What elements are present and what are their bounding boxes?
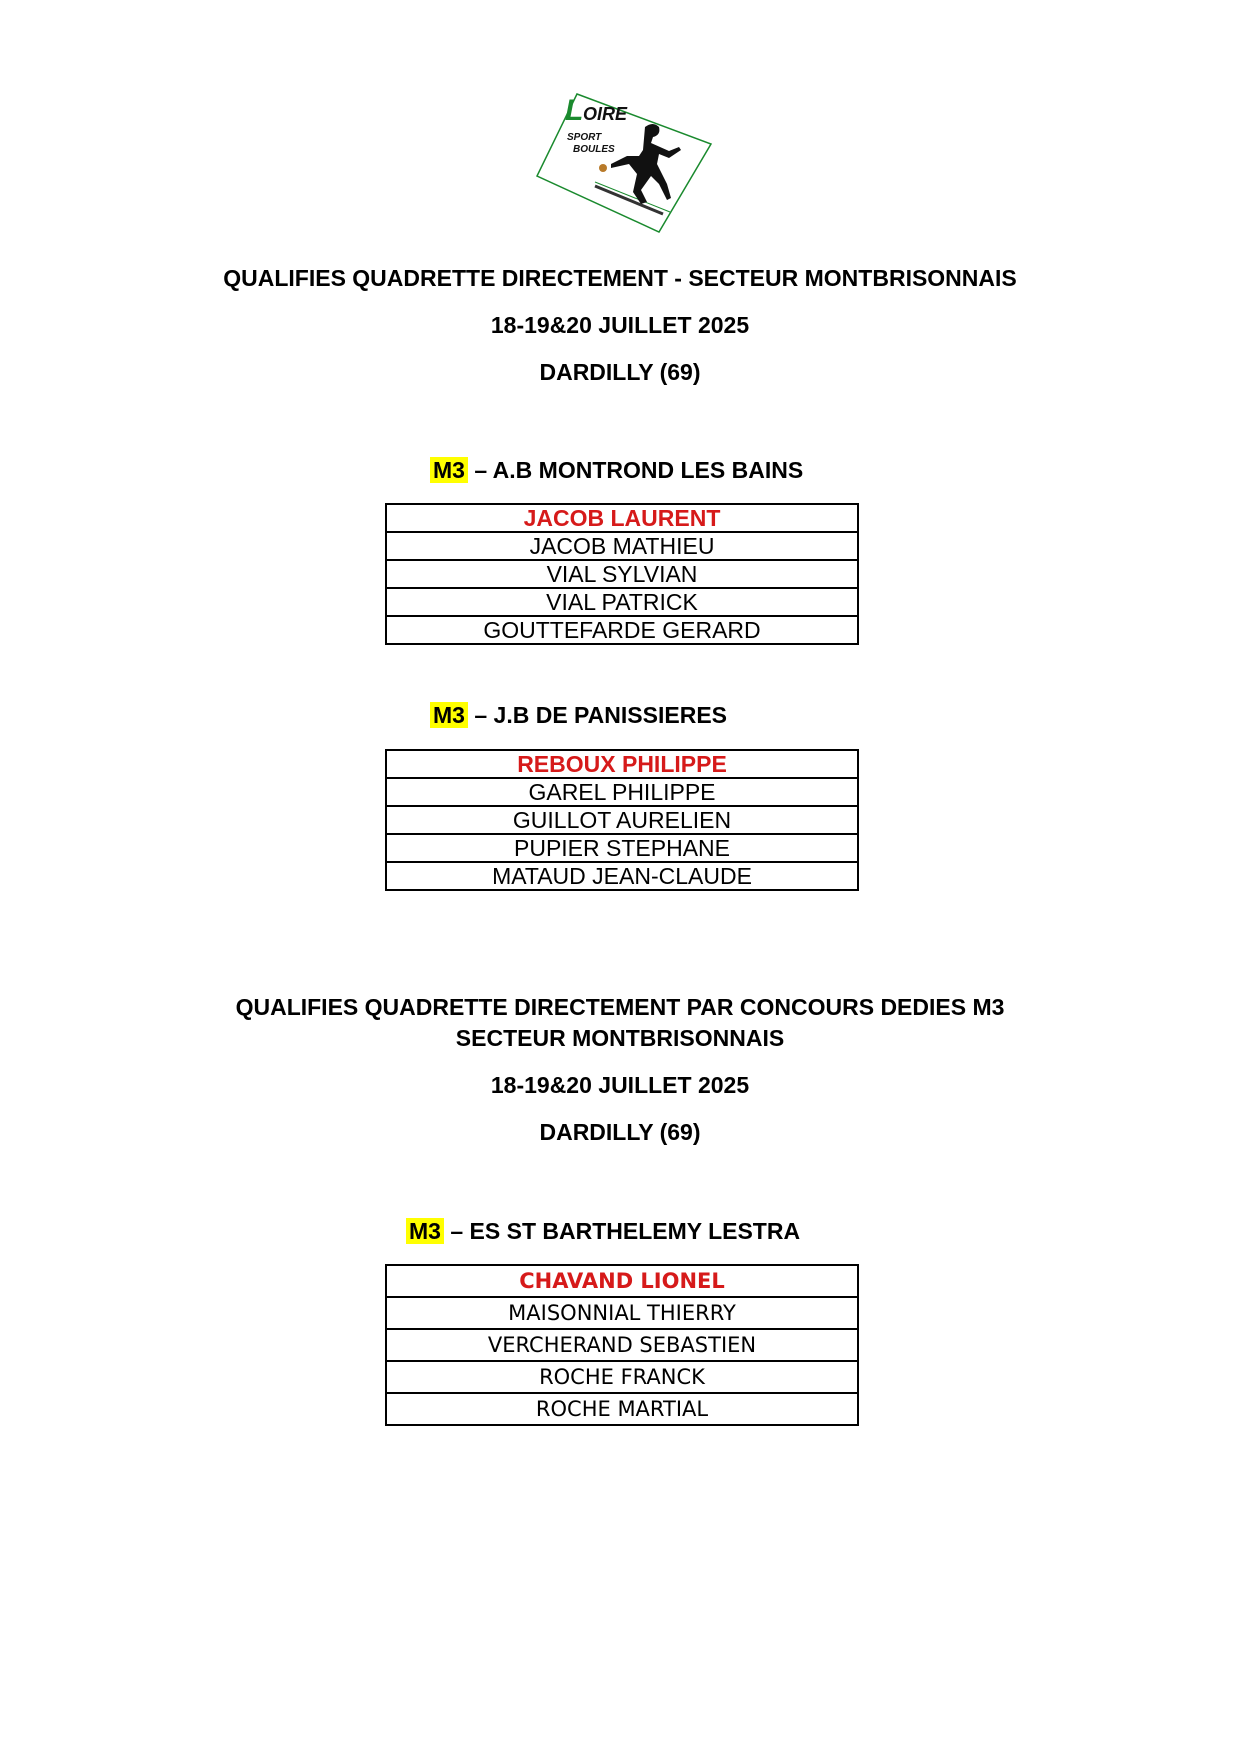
section2-title-line2: SECTEUR MONTBRISONNAIS xyxy=(455,1025,785,1051)
player-cell: ROCHE FRANCK xyxy=(386,1361,858,1393)
team3-heading xyxy=(406,1216,800,1246)
player-cell: VIAL PATRICK xyxy=(386,588,858,616)
level-badge: M3 xyxy=(430,457,468,483)
player-cell: MAISONNIAL THIERRY xyxy=(386,1297,858,1329)
level-badge: M3 xyxy=(430,702,468,728)
player-cell: MATAUD JEAN-CLAUDE xyxy=(386,862,858,890)
team1-heading xyxy=(430,455,803,485)
team3-table xyxy=(385,1264,859,1426)
player-cell: GAREL PHILIPPE xyxy=(386,778,858,806)
team2-table xyxy=(385,749,859,891)
club-name: – A.B MONTROND LES BAINS xyxy=(474,457,804,483)
club-name: – ES ST BARTHELEMY LESTRA xyxy=(450,1218,801,1244)
player-cell: VERCHERAND SEBASTIEN xyxy=(386,1329,858,1361)
svg-text:OIRE: OIRE xyxy=(583,104,628,124)
player-cell: GUILLOT AURELIEN xyxy=(386,806,858,834)
svg-text:SPORT: SPORT xyxy=(567,132,602,143)
section2-location: DARDILLY (69) xyxy=(539,1119,701,1145)
section1-location: DARDILLY (69) xyxy=(539,359,701,385)
petanque-player-icon xyxy=(535,72,715,242)
section1-title: QUALIFIES QUADRETTE DIRECTEMENT - SECTEUR MONTBRISONNAIS xyxy=(223,265,1017,291)
team1-table xyxy=(385,503,859,645)
player-cell: VIAL SYLVIAN xyxy=(386,560,858,588)
player-cell: ROCHE MARTIAL xyxy=(386,1393,858,1425)
svg-text:BOULES: BOULES xyxy=(573,144,615,155)
section2-dates: 18-19&20 JUILLET 2025 xyxy=(490,1072,750,1098)
player-cell: GOUTTEFARDE GERARD xyxy=(386,616,858,644)
captain-cell: REBOUX PHILIPPE xyxy=(386,750,858,778)
player-cell: JACOB MATHIEU xyxy=(386,532,858,560)
level-badge: M3 xyxy=(406,1218,444,1244)
captain-cell: CHAVAND LIONEL xyxy=(386,1265,858,1297)
club-name: – J.B DE PANISSIERES xyxy=(474,702,727,728)
player-cell: PUPIER STEPHANE xyxy=(386,834,858,862)
section2-title-line1: QUALIFIES QUADRETTE DIRECTEMENT PAR CONCOURS DEDIES M3 xyxy=(235,994,1005,1020)
team2-heading xyxy=(430,700,727,730)
svg-text:L: L xyxy=(565,94,584,127)
loire-sport-boules-logo xyxy=(535,72,715,242)
captain-cell: JACOB LAURENT xyxy=(386,504,858,532)
section1-dates: 18-19&20 JUILLET 2025 xyxy=(490,312,750,338)
